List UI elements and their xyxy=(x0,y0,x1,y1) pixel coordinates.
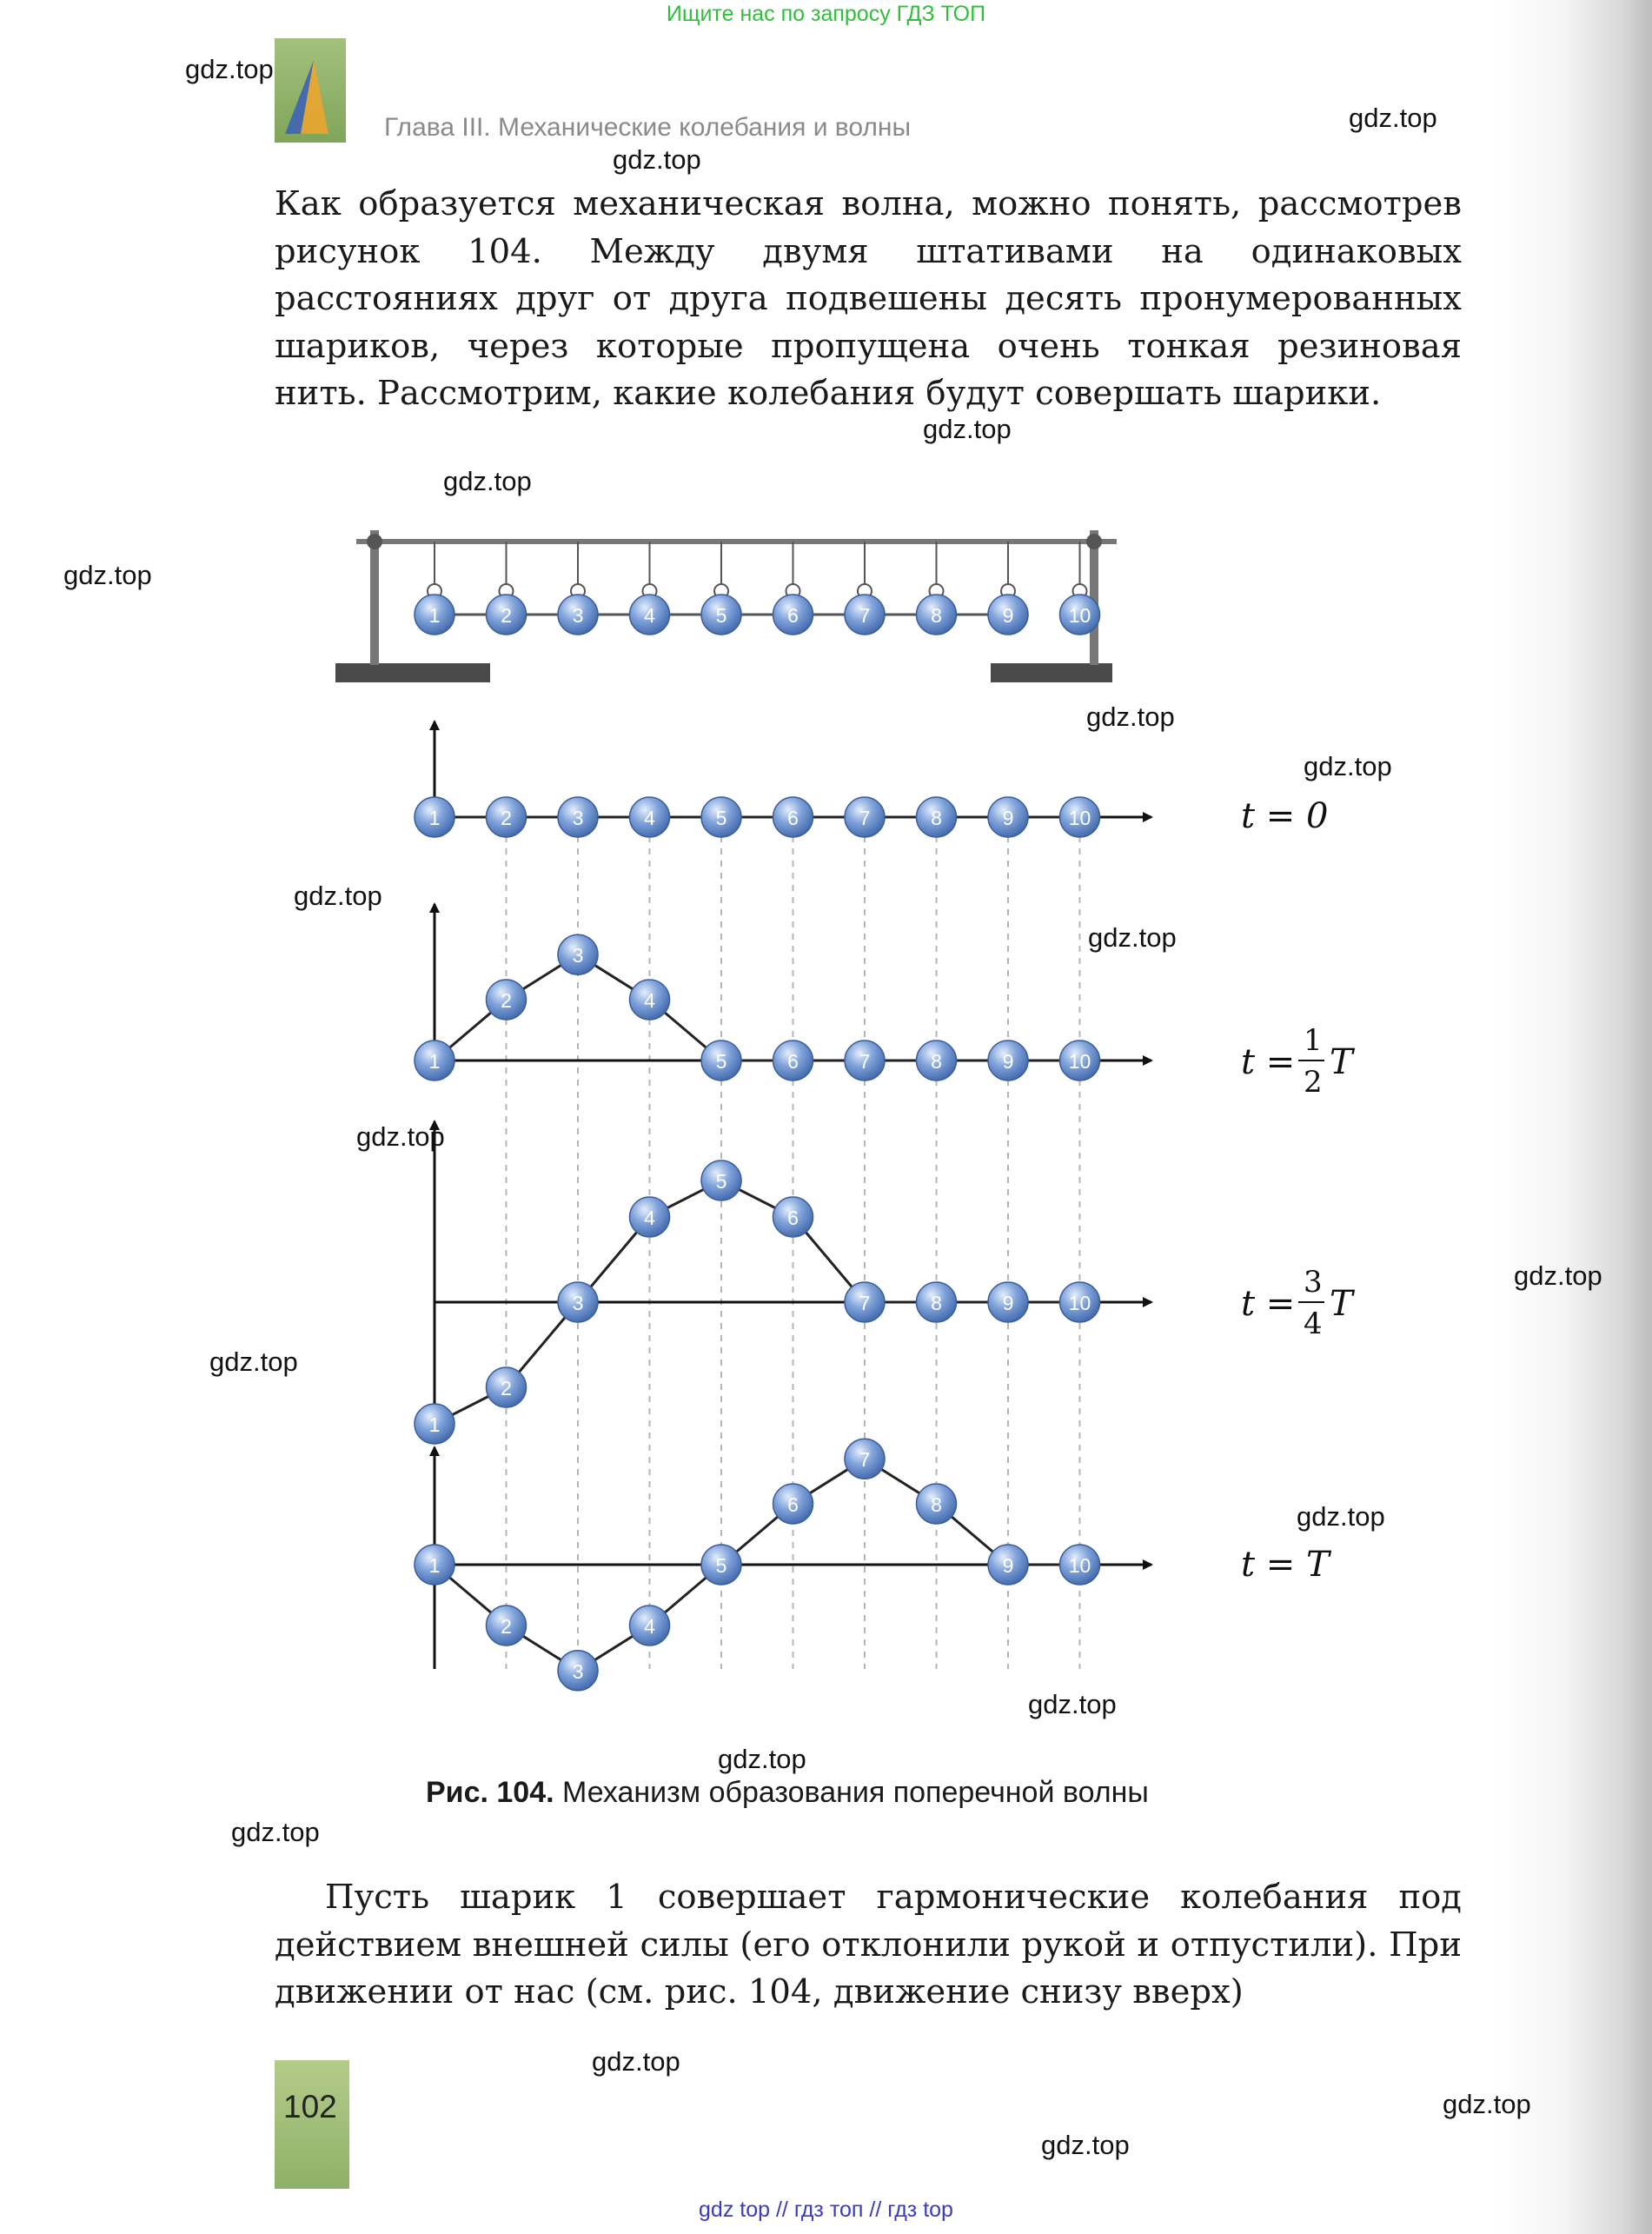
time-label-row2-suffix: T xyxy=(1330,1042,1353,1082)
time-labels xyxy=(1241,796,1356,1585)
watermark[interactable]: gdz.top xyxy=(209,1346,298,1377)
watermark[interactable]: gdz.top xyxy=(185,54,274,84)
ball-number: 10 xyxy=(1068,807,1091,829)
ball-number: 4 xyxy=(644,1207,655,1229)
row3-ball-7 xyxy=(845,1282,885,1322)
row3-ball-2 xyxy=(487,1367,527,1407)
time-label-row3-suffix: T xyxy=(1330,1284,1353,1324)
caption-label: Рис. 104. xyxy=(426,1776,554,1809)
left-stand-rod xyxy=(370,530,379,665)
row2-ball-6 xyxy=(773,1041,813,1080)
ball-number: 8 xyxy=(931,807,942,829)
time-label-row1: t = 0 xyxy=(1241,796,1329,836)
time-label-row4: t = T xyxy=(1241,1545,1330,1585)
paragraph-continue: Пусть шарик 1 совершает гармонические колебания под действием внешней силы (его отклонили рукой и отпустили). При движении от нас (см. рис. 104, движение снизу вверх) xyxy=(275,1878,1462,2012)
row4-ball-8 xyxy=(917,1484,957,1524)
watermark[interactable]: gdz.top xyxy=(1514,1260,1602,1291)
ball-number: 2 xyxy=(501,989,512,1012)
ball-number: 3 xyxy=(572,604,584,627)
ball-number: 5 xyxy=(715,604,727,627)
ball-rows xyxy=(415,595,1100,1691)
ball-number: 4 xyxy=(644,989,655,1012)
ball-number: 3 xyxy=(572,1659,584,1683)
time-row2-numerator: 1 xyxy=(1304,1023,1323,1058)
ball-number: 9 xyxy=(1002,1292,1014,1314)
row2-ball-7 xyxy=(845,1041,885,1080)
row3-ball-5 xyxy=(701,1160,741,1200)
row1-ball-1 xyxy=(415,797,454,837)
time-row2-denominator: 2 xyxy=(1304,1065,1323,1100)
apparatus-ball-2 xyxy=(487,595,527,635)
ball-number: 6 xyxy=(787,1050,799,1073)
watermark[interactable]: gdz.top xyxy=(1304,751,1392,781)
caption-text: Механизм образования поперечной волны xyxy=(554,1776,1149,1809)
ball-number: 4 xyxy=(644,807,655,829)
watermark[interactable]: gdz.top xyxy=(1088,922,1177,953)
ball-number: 7 xyxy=(859,1448,871,1472)
watermark[interactable]: gdz.top xyxy=(443,466,532,496)
row3-ball-1 xyxy=(415,1404,454,1444)
watermark[interactable]: gdz.top xyxy=(718,1744,806,1774)
ball-number: 10 xyxy=(1068,604,1091,627)
apparatus-ball-8 xyxy=(917,595,957,635)
row3-ball-6 xyxy=(773,1197,813,1237)
row4-ball-3 xyxy=(558,1651,598,1691)
row1-ball-4 xyxy=(630,797,670,837)
ball-number: 8 xyxy=(931,1050,942,1073)
row-string-2 xyxy=(435,954,1080,1060)
watermark[interactable]: gdz.top xyxy=(1041,2130,1130,2160)
row4-ball-5 xyxy=(701,1545,741,1585)
watermark[interactable]: gdz.top xyxy=(231,1817,320,1847)
ball-number: 3 xyxy=(572,1292,584,1314)
ball-number: 9 xyxy=(1002,1554,1014,1577)
ball-number: 2 xyxy=(501,1377,512,1400)
row2-ball-2 xyxy=(487,980,527,1020)
row4-ball-10 xyxy=(1060,1545,1100,1585)
row2-ball-4 xyxy=(630,980,670,1020)
watermark[interactable]: gdz.top xyxy=(1028,1689,1117,1719)
time-row3-numerator: 3 xyxy=(1304,1265,1323,1300)
row1-ball-6 xyxy=(773,797,813,837)
left-stand-base xyxy=(335,663,490,682)
chapter-title: Глава III. Механические колебания и волны xyxy=(384,113,912,142)
right-stand-base xyxy=(991,663,1112,682)
ball-number: 6 xyxy=(787,1207,799,1229)
time-row3-denominator: 4 xyxy=(1304,1306,1323,1341)
ball-number: 1 xyxy=(428,604,441,627)
ball-number: 7 xyxy=(859,1292,871,1314)
watermark[interactable]: gdz.top xyxy=(1349,103,1437,133)
ball-number: 7 xyxy=(859,604,871,627)
row2-ball-8 xyxy=(917,1041,957,1080)
ball-number: 2 xyxy=(501,604,512,627)
row4-ball-2 xyxy=(487,1606,527,1646)
row1-ball-3 xyxy=(558,797,598,837)
apparatus-ball-10 xyxy=(1060,595,1100,635)
row1-ball-5 xyxy=(701,797,741,837)
watermark[interactable]: gdz.top xyxy=(63,560,152,590)
ball-number: 7 xyxy=(859,807,871,829)
row2-ball-3 xyxy=(558,934,598,974)
ball-number: 9 xyxy=(1002,604,1014,627)
watermark[interactable]: gdz.top xyxy=(356,1121,445,1152)
row4-ball-4 xyxy=(630,1606,670,1646)
row3-ball-10 xyxy=(1060,1282,1100,1322)
figure-caption xyxy=(426,1776,1149,1810)
ball-number: 3 xyxy=(572,944,584,967)
ball-number: 10 xyxy=(1068,1554,1091,1577)
ball-strings xyxy=(435,817,1080,1671)
row2-ball-1 xyxy=(415,1041,454,1080)
paragraph-intro: Как образуется механическая волна, можно понять, рассмотрев рисунок 104. Между двумя штативами на одинаковых расстояниях друг от друга подвешены десять пронумерованных шариков, через которые пропущена очень тонкая резиновая нить. Рассмотрим, какие колебания будут совершать шарики. xyxy=(275,184,1462,414)
row1-ball-8 xyxy=(917,797,957,837)
row4-ball-6 xyxy=(773,1484,813,1524)
ball-number: 6 xyxy=(787,604,799,627)
row3-ball-3 xyxy=(558,1282,598,1322)
ball-number: 8 xyxy=(931,1292,942,1314)
ball-number: 5 xyxy=(715,807,727,829)
row4-ball-1 xyxy=(415,1545,454,1585)
watermark[interactable]: gdz.top xyxy=(294,881,382,911)
ball-number: 6 xyxy=(787,807,799,829)
row1-ball-7 xyxy=(845,797,885,837)
ball-number: 8 xyxy=(931,604,942,627)
row1-ball-10 xyxy=(1060,797,1100,837)
top-banner[interactable]: Ищите нас по запросу ГДЗ ТОП xyxy=(666,2,986,26)
bottom-banner[interactable]: gdz top // гдз топ // гдз top xyxy=(699,2197,953,2222)
time-label-row3-prefix: t = xyxy=(1241,1284,1296,1324)
ball-number: 2 xyxy=(501,1615,512,1638)
ball-number: 1 xyxy=(428,1050,441,1073)
ball-number: 4 xyxy=(644,1615,655,1638)
watermark[interactable]: gdz.top xyxy=(1297,1501,1385,1532)
apparatus-ball-7 xyxy=(845,595,885,635)
watermark[interactable]: gdz.top xyxy=(1443,2089,1531,2119)
ball-number: 5 xyxy=(715,1170,727,1193)
row3-ball-9 xyxy=(988,1282,1028,1322)
apparatus-ball-5 xyxy=(701,595,741,635)
row4-ball-7 xyxy=(845,1439,885,1479)
watermark[interactable]: gdz.top xyxy=(592,2046,680,2077)
ball-number: 4 xyxy=(644,604,655,627)
ball-number: 8 xyxy=(931,1493,942,1516)
apparatus-ball-1 xyxy=(415,595,454,635)
watermark[interactable]: gdz.top xyxy=(613,144,701,175)
watermark[interactable]: gdz.top xyxy=(923,414,1012,444)
watermark[interactable]: gdz.top xyxy=(1086,701,1175,732)
ball-number: 2 xyxy=(501,807,512,829)
row1-ball-9 xyxy=(988,797,1028,837)
ball-number: 5 xyxy=(715,1554,727,1577)
apparatus-ball-6 xyxy=(773,595,813,635)
ball-number: 1 xyxy=(428,1413,441,1436)
row2-ball-10 xyxy=(1060,1041,1100,1080)
page-number: 102 xyxy=(283,2089,337,2124)
ball-number: 10 xyxy=(1068,1292,1091,1314)
row3-ball-4 xyxy=(630,1197,670,1237)
ball-number: 7 xyxy=(859,1050,871,1073)
row4-ball-9 xyxy=(988,1545,1028,1585)
apparatus-ball-4 xyxy=(630,595,670,635)
apparatus-ball-9 xyxy=(988,595,1028,635)
row2-ball-9 xyxy=(988,1041,1028,1080)
ball-number: 3 xyxy=(572,807,584,829)
apparatus-ball-3 xyxy=(558,595,598,635)
ball-number: 6 xyxy=(787,1493,799,1516)
row2-ball-5 xyxy=(701,1041,741,1080)
ball-number: 1 xyxy=(428,807,441,829)
ball-number: 9 xyxy=(1002,807,1014,829)
time-label-row2-prefix: t = xyxy=(1241,1042,1296,1082)
ball-number: 9 xyxy=(1002,1050,1014,1073)
ball-number: 10 xyxy=(1068,1050,1091,1073)
row1-ball-2 xyxy=(487,797,527,837)
ball-number: 1 xyxy=(428,1554,441,1577)
ball-number: 5 xyxy=(715,1050,727,1073)
row3-ball-8 xyxy=(917,1282,957,1322)
